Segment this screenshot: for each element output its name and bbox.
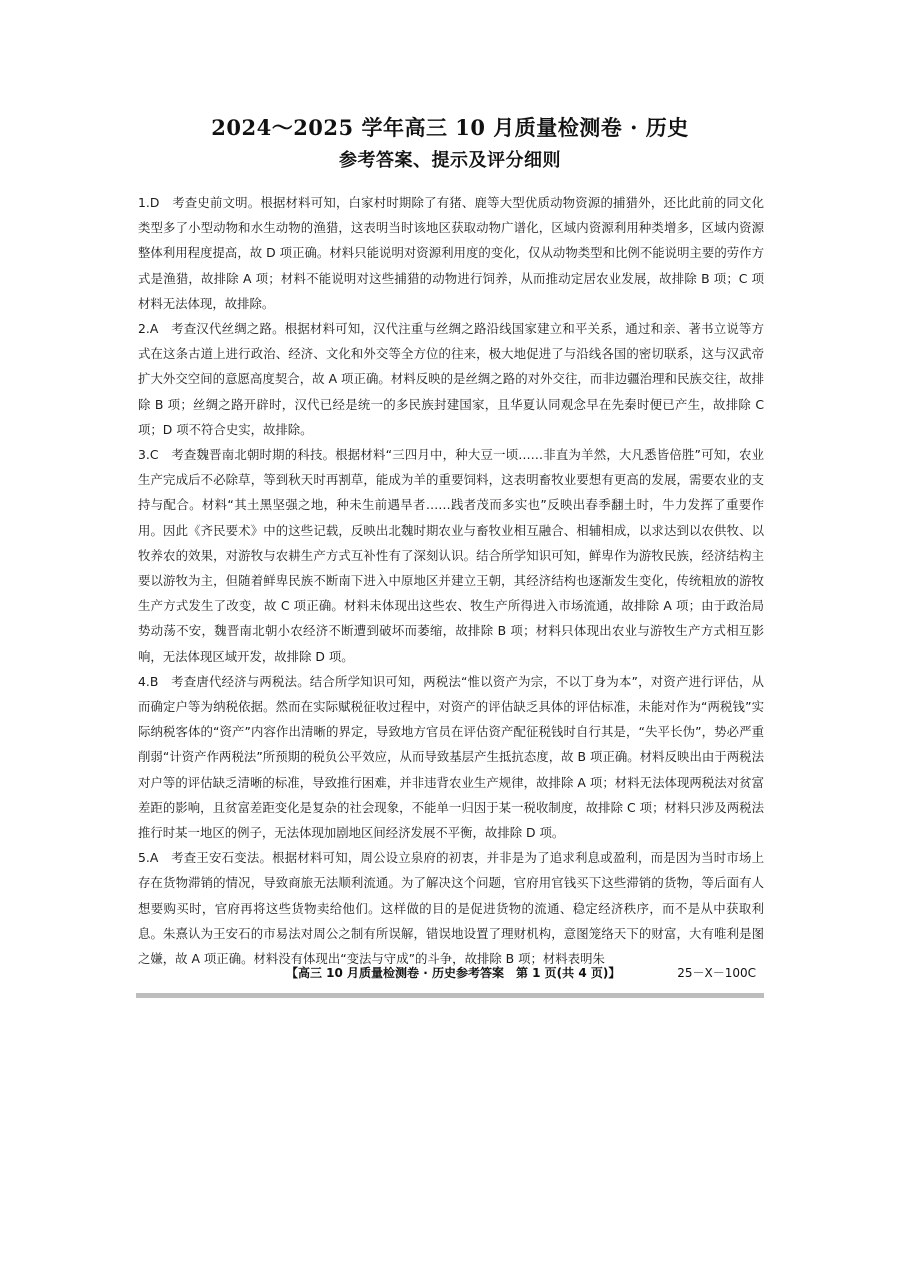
answer-item-2	[138, 316, 764, 442]
document-subtitle: 参考答案、提示及评分细则	[339, 150, 561, 171]
answer-explanation: 考查汉代丝绸之路。根据材料可知，汉代注重与丝绸之路沿线国家建立和平关系，通过和亲、著书立说等方式在这条古道上进行政治、经济、文化和外交等全方位的往来，极大地促进了与沿线各国的密切联系，这与汉武帝扩大外交空间的意愿高度契合，故 A 项正确。材料反映的是丝绸之路的对外交往，而非边疆治理和民族交往，故排除 B 项；丝绸之路开辟时，汉代已经是统一的多民族封建国家，且华夏认同观念早在先秦时便已产生，故排除 C 项；D 项不符合史实，故排除。	[138, 321, 765, 437]
answer-explanation: 考查唐代经济与两税法。结合所学知识可知，两税法“惟以资产为宗，不以丁身为本”，对资产进行评估，从而确定户等为纳税依据。然而在实际赋税征收过程中，对资产的评估缺乏具体的评估标准，未能对作为“两税钱”实际纳税客体的“资产”内容作出清晰的界定，导致地方官员在评估资产配征税钱时自行其是，“失平长伪”，势必严重削弱“计资产作两税法”所预期的税负公平效应，从而导致基层产生抵抗态度，故 B 项正确。材料反映出由于两税法对户等的评估缺乏清晰的标准，导致推行困难，并非违背农业生产规律，故排除 A 项；材料无法体现两税法对贫富差距的影响，且贫富差距变化是复杂的社会现象，不能单一归因于某一税收制度，故排除 C 项；材料只涉及两税法推行时某一地区的例子，无法体现加剧地区间经济发展不平衡，故排除 D 项。	[138, 673, 765, 841]
answer-explanation: 考查史前文明。根据材料可知，白家村时期除了有猪、鹿等大型优质动物资源的捕猎外，还比此前的同文化类型多了小型动物和水生动物的渔猎，这表明当时该地区获取动物广谱化，区域内资源利用种类增多，区域内资源整体利用程度提高，故 D 项正确。材料只能说明对资源利用度的变化，仅从动物类型和比例不能说明主要的劳作方式是渔猎，故排除 A 项；材料不能说明对这些捕猎的动物进行饲养，从而推动定居农业发展，故排除 B 项；C 项材料无法体现，故排除。	[138, 195, 765, 311]
answers-body	[138, 190, 764, 971]
answer-explanation: 考查王安石变法。根据材料可知，周公设立泉府的初衷，并非是为了追求利息或盈利，而是因为当时市场上存在货物滞销的情况，导致商旅无法顺利流通。为了解决这个问题，官府用官钱买下这些滞销的货物，等后面有人想要购买时，官府再将这些货物卖给他们。这样做的目的是促进货物的流通、稳定经济秩序，而不是从中获取利息。朱熹认为王安石的市易法对周公之制有所误解，错误地设置了理财机构，意图笼络天下的财富，大有唯利是图之嫌，故 A 项正确。材料没有体现出“变法与守成”的斗争，故排除 B 项；材料表明朱	[138, 850, 765, 967]
answer-number: 4.B	[138, 673, 159, 689]
answer-number: 1.D	[138, 195, 160, 210]
answer-item-3	[138, 442, 764, 669]
footer-document-code: 25－X－100C	[677, 966, 756, 980]
document-title: 2024～2025 学年高三 10 月质量检测卷 · 历史	[211, 115, 689, 140]
answer-number: 3.C	[138, 447, 159, 463]
answer-number: 2.A	[138, 321, 159, 337]
answer-item-5	[138, 845, 764, 971]
answer-explanation: 考查魏晋南北朝时期的科技。根据材料“三四月中，种大豆一顷……非直为羊然，大凡悉皆倍胜”可知，农业生产完成后不必除草，等到秋天时再割草，能成为羊的重要饲料，这表明畜牧业要想有更高的发展，需要农业的支持与配合。材料“其土黑坚强之地，种未生前遇旱者……践者茂而多实也”反映出春季翻土时，牛力发挥了重要作用。因此《齐民要术》中的这些记载，反映出北魏时期农业与畜牧业相互融合、相辅相成，以求达到以农供牧、以牧养农的效果，对游牧与农耕生产方式互补性有了深刻认识。结合所学知识可知，鲜卑作为游牧民族，经济结构主要以游牧为主，但随着鲜卑民族不断南下进入中原地区并建立王朝，其经济结构也逐渐发生变化，传统粗放的游牧生产方式发生了改变，故 C 项正确。材料未体现出这些农、牧生产所得进入市场流通，故排除 A 项；由于政治局势动荡不安，魏晋南北朝小农经济不断遭到破坏而萎缩，故排除 B 项；材料只体现出农业与游牧生产方式相互影响，无法体现区域开发，故排除 D 项。	[138, 447, 765, 664]
answer-item-1	[138, 190, 764, 316]
bottom-divider	[136, 993, 764, 998]
answer-item-4	[138, 669, 764, 845]
answer-number: 5.A	[138, 850, 159, 866]
footer-page-info: 【高三 10 月质量检测卷 · 历史参考答案 第 1 页(共 4 页)】	[286, 966, 621, 980]
